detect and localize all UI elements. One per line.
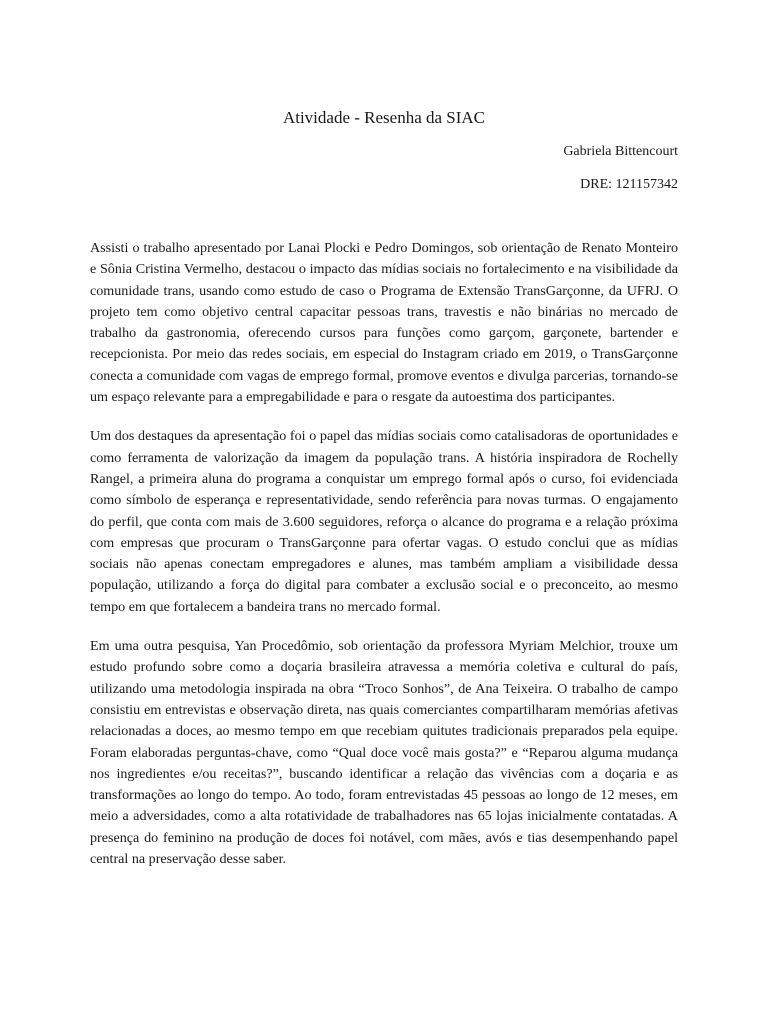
paragraph-2: Um dos destaques da apresentação foi o papel das mídias sociais como catalisadoras de oportunidades e como ferramenta de valorização da imagem da população trans. A história inspiradora de Rochelly Rangel, a primeira aluna do programa a conquistar um emprego formal após o curso, foi evidenciada como símbolo de esperança e representatividade, sendo referência para novas turmas. O engajamento do perfil, que conta com mais de 3.600 seguidores, reforça o alcance do programa e a relação próxima com empresas que procuram o TransGarçonne para ofertar vagas. O estudo conclui que as mídias sociais não apenas conectam empregadores e alunes, mas também ampliam a visibilidade dessa população, utilizando a força do digital para combater a exclusão social e o preconceito, ao mesmo tempo em que fortalecem a bandeira trans no mercado formal. <box>90 428 678 615</box>
document-title: Atividade - Resenha da SIAC <box>282 108 486 127</box>
document-page <box>90 108 678 888</box>
student-id: DRE: 121157342 <box>580 177 678 192</box>
author-name: Gabriela Bittencourt <box>563 144 678 159</box>
paragraph-3: Em uma outra pesquisa, Yan Procedômio, sob orientação da professora Myriam Melchior, trouxe um estudo profundo sobre como a doçaria brasileira atravessa a memória coletiva e cultural do país, utilizando uma metodologia inspirada na obra “Troco Sonhos”, de Ana Teixeira. O trabalho de campo consistiu em entrevistas e observação direta, nas quais comerciantes compartilharam memórias afetivas relacionadas a doces, ao mesmo tempo em que recebiam quitutes tradicionais preparados pela equipe. Foram elaboradas perguntas-chave, como “Qual doce você mais gosta?” e “Reparou alguma mudança nos ingredientes e/ou receitas?”, buscando identificar a relação das vivências com a doçaria e as transformações ao longo do tempo. Ao todo, foram entrevistadas 45 pessoas ao longo de 12 meses, em meio a adversidades, como a alta rotatividade de trabalhadores nas 65 lojas inicialmente contatadas. A presença do feminino na produção de doces foi notável, com mães, avós e tias desempenhando papel central na preservação desse saber. <box>90 638 678 868</box>
paragraph-1: Assisti o trabalho apresentado por Lanai Plocki e Pedro Domingos, sob orientação de Renato Monteiro e Sônia Cristina Vermelho, destacou o impacto das mídias sociais no fortalecimento e na visibilidade da comunidade trans, usando como estudo de caso o Programa de Extensão TransGarçonne, da UFRJ. O projeto tem como objetivo central capacitar pessoas trans, travestis e não binárias no mercado de trabalho da gastronomia, oferecendo cursos para funções como garçom, garçonete, bartender e recepcionista. Por meio das redes sociais, em especial do Instagram criado em 2019, o TransGarçonne conecta a comunidade com vagas de emprego formal, promove eventos e divulga parcerias, tornando-se um espaço relevante para a empregabilidade e para o resgate da autoestima dos participantes. <box>90 240 678 406</box>
